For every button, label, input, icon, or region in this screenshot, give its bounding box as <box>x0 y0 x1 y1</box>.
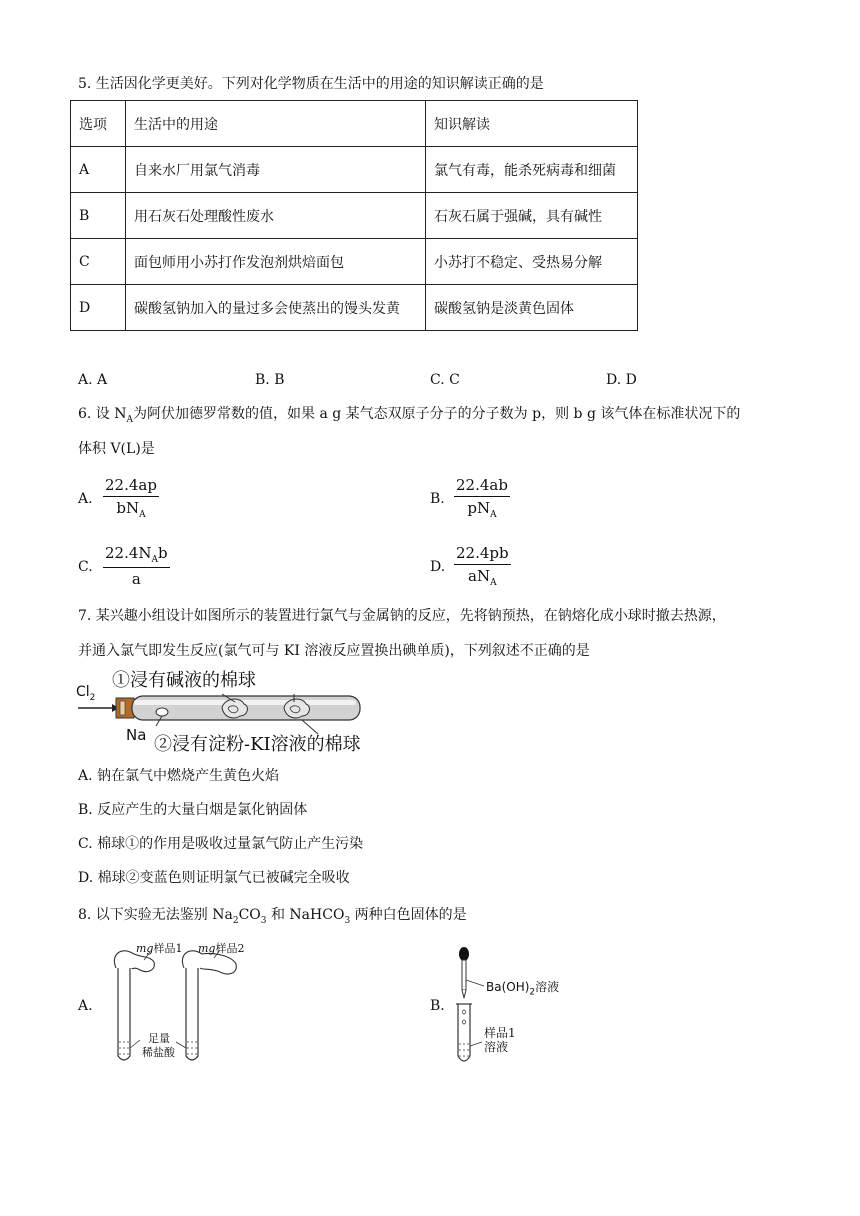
table-header-row <box>71 101 638 147</box>
sample-2-label <box>198 940 244 956</box>
table-row <box>71 147 638 193</box>
q6-option-a-label[interactable]: A. <box>78 491 93 507</box>
q8-option-a-figure <box>104 936 264 1070</box>
table-cell: D <box>71 285 126 331</box>
q5-option-c[interactable]: C. C <box>430 372 460 388</box>
q5-option-a[interactable]: A. A <box>78 372 108 388</box>
header-cell: 知识解读 <box>426 101 638 147</box>
header-cell: 选项 <box>71 101 126 147</box>
header-cell: 生活中的用途 <box>126 101 426 147</box>
cotton-ball-1-label: ①浸有碱液的棉球 <box>112 670 256 691</box>
q6-option-b-label[interactable]: B. <box>430 491 445 507</box>
stem-text: 两种白色固体的是 <box>350 907 467 923</box>
numerator: 22.4ab <box>454 476 510 497</box>
sample-label: 样品1 <box>484 1026 516 1040</box>
table-row <box>71 193 638 239</box>
table-cell: 面包师用小苏打作发泡剂烘焙面包 <box>126 239 426 285</box>
stem-text: 和 NaHCO <box>266 907 345 923</box>
sample-text: 样品2 <box>215 942 245 955</box>
table-cell: 碳酸氢钠是淡黄色固体 <box>426 285 638 331</box>
q7-option-a[interactable]: A. 钠在氯气中燃烧产生黄色火焰 <box>78 768 280 784</box>
table-cell: C <box>71 239 126 285</box>
denominator <box>454 497 510 520</box>
reagent-label <box>486 978 559 997</box>
table-cell: 石灰石属于强碱，具有碱性 <box>426 193 638 239</box>
subscript: 3 <box>344 915 351 926</box>
table-cell: 自来水厂用氯气消毒 <box>126 147 426 193</box>
q6-option-c-label[interactable]: C. <box>78 559 93 575</box>
den-text: aN <box>468 567 491 585</box>
reagent-text: 溶液 <box>535 980 560 994</box>
q7-option-c[interactable]: C. 棉球①的作用是吸收过量氯气防止产生污染 <box>78 836 364 852</box>
cl2-text: Cl <box>76 684 90 700</box>
stem-text: 为阿伏加德罗常数的值，如果 a g 某气态双原子分子的分子数为 p，则 b g 该气体在标准状况下的 <box>133 406 741 422</box>
stem-text: CO <box>238 907 261 923</box>
mass-text: mg <box>136 942 154 955</box>
cl2-label <box>76 684 95 703</box>
table-cell: 小苏打不稳定、受热易分解 <box>426 239 638 285</box>
numerator <box>103 544 170 568</box>
q7-option-d[interactable]: D. 棉球②变蓝色则证明氯气已被碱完全吸收 <box>78 870 350 886</box>
table-row <box>71 239 638 285</box>
na-label: Na <box>126 726 147 744</box>
q7-stem-line2: 并通入氯气即发生反应(氯气可与 KI 溶液反应置换出碘单质)，下列叙述不正确的是 <box>78 643 590 659</box>
cotton-ball-2-label: ②浸有淀粉-KI溶液的棉球 <box>154 734 361 755</box>
numerator: 22.4pb <box>454 544 511 565</box>
q6-option-d-fraction <box>454 544 511 588</box>
q6-option-b-fraction <box>454 476 510 520</box>
q8-option-b-figure <box>450 946 590 1070</box>
q7-stem-line1: 7. 某兴趣小组设计如图所示的装置进行氯气与金属钠的反应，先将钠预热，在钠熔化成小球时撤去热源， <box>78 608 726 624</box>
table-row <box>71 285 638 331</box>
subscript: A <box>490 578 497 588</box>
q6-option-d-label[interactable]: D. <box>430 559 446 575</box>
q7-option-b[interactable]: B. 反应产生的大量白烟是氯化钠固体 <box>78 802 308 818</box>
table-cell: A <box>71 147 126 193</box>
solution-label: 溶液 <box>484 1040 509 1054</box>
stem-text: 8. 以下实验无法鉴别 Na <box>78 907 233 923</box>
test-tubes-drawing <box>104 936 264 1070</box>
denominator <box>454 565 511 588</box>
q8-option-a-label[interactable]: A. <box>78 998 93 1014</box>
q8-option-b-label[interactable]: B. <box>430 998 445 1014</box>
table-cell: B <box>71 193 126 239</box>
subscript: A <box>490 510 497 520</box>
dropper-tube-drawing <box>450 946 590 1070</box>
q6-option-a-fraction <box>103 476 159 520</box>
subscript: A <box>151 555 159 565</box>
q5-option-b[interactable]: B. B <box>255 372 285 388</box>
q6-option-c-fraction <box>103 544 170 588</box>
subscript: 2 <box>232 915 239 926</box>
table-cell: 碳酸氢钠加入的量过多会使蒸出的馒头发黄 <box>126 285 426 331</box>
acid-label-line1: 足量 <box>148 1032 170 1045</box>
reagent-text: Ba(OH) <box>486 980 530 994</box>
q6-stem-line1 <box>78 404 740 430</box>
stem-text: 6. 设 N <box>78 406 127 422</box>
acid-label-line2: 稀盐酸 <box>142 1046 175 1059</box>
num-text: 22.4N <box>105 544 152 562</box>
q6-stem-line2: 体积 V(L)是 <box>78 441 155 457</box>
subscript: 2 <box>89 692 96 703</box>
q8-stem <box>78 905 467 931</box>
denominator <box>103 497 159 520</box>
subscript: 3 <box>260 915 267 926</box>
mass-text: mg <box>198 942 216 955</box>
subscript: A <box>126 414 134 425</box>
den-text: bN <box>116 499 140 517</box>
q7-apparatus-figure <box>72 664 372 756</box>
numerator: 22.4ap <box>103 476 159 497</box>
table-cell: 用石灰石处理酸性废水 <box>126 193 426 239</box>
num-text: b <box>158 544 168 562</box>
denominator: a <box>131 570 141 588</box>
subscript: 2 <box>529 987 536 998</box>
q5-stem: 5. 生活因化学更美好。下列对化学物质在生活中的用途的知识解读正确的是 <box>78 76 544 92</box>
subscript: A <box>139 510 146 520</box>
den-text: pN <box>467 499 491 517</box>
sample-1-label <box>136 940 182 956</box>
table-cell: 氯气有毒，能杀死病毒和细菌 <box>426 147 638 193</box>
q5-option-d[interactable]: D. D <box>606 372 637 388</box>
q5-table <box>70 100 638 331</box>
sample-text: 样品1 <box>153 942 183 955</box>
